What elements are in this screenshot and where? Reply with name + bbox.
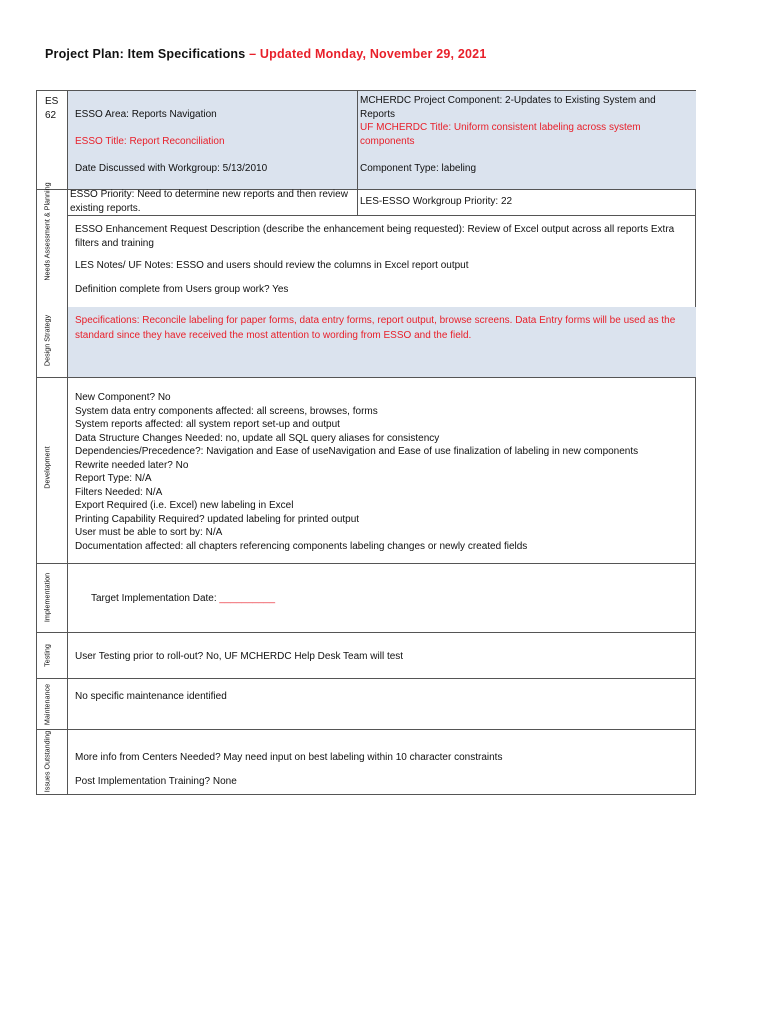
list-item: User must be able to sort by: N/A xyxy=(75,527,223,538)
row-divider xyxy=(37,678,695,679)
row-divider xyxy=(67,215,695,216)
section-label-implementation: Implementation xyxy=(42,572,52,623)
list-item: Filters Needed: N/A xyxy=(75,486,163,498)
es-id-label: ES xyxy=(45,96,59,107)
esso-area: ESSO Area: Reports Navigation xyxy=(75,109,217,120)
maintenance-text: No specific maintenance identified xyxy=(75,691,227,702)
list-item: Report Type: N/A xyxy=(75,473,152,484)
spec-table xyxy=(36,90,696,795)
list-item: System reports affected: all system report set-up and output xyxy=(75,419,340,430)
target-date-label: Target Implementation Date: xyxy=(91,593,220,604)
page-title xyxy=(45,47,486,61)
row-divider xyxy=(37,563,695,564)
row-divider xyxy=(37,632,695,633)
centers-info-needed: More info from Centers Needed? May need input on best labeling within 10 character constraints xyxy=(75,752,503,763)
component-type: Component Type: labeling xyxy=(360,163,477,174)
enhancement-request: ESSO Enhancement Request Description (describe the enhancement being requested): Review of Excel output across all reports Extra filters and training xyxy=(75,224,675,249)
list-item: Rewrite needed later? No xyxy=(75,459,189,471)
header-column-divider xyxy=(357,91,358,215)
section-label-issues: Issues Outstanding xyxy=(42,730,52,793)
specifications: Specifications: Reconcile labeling for paper forms, data entry forms, report output, browse screens. Data Entry forms will be used as the standard since they have received the most attention to wording from ESSO and the field. xyxy=(75,315,676,341)
row-divider xyxy=(37,377,695,378)
title-updated-date: Updated Monday, November 29, 2021 xyxy=(259,47,487,61)
post-implementation-training: Post Implementation Training? None xyxy=(75,776,237,787)
les-esso-workgroup-priority: LES-ESSO Workgroup Priority: 22 xyxy=(360,196,513,207)
section-label-design: Design Strategy xyxy=(42,314,52,367)
list-item: Printing Capability Required? updated labeling for printed output xyxy=(75,513,360,525)
title-separator: – xyxy=(245,47,260,61)
user-testing: User Testing prior to roll-out? No, UF MCHERDC Help Desk Team will test xyxy=(75,651,404,662)
development-details xyxy=(75,391,638,553)
section-label-needs: Needs Assessment & Planning xyxy=(42,182,52,281)
target-implementation-date xyxy=(91,592,275,606)
mcherdc-project-component: MCHERDC Project Component: 2-Updates to Existing System and Reports xyxy=(360,95,656,120)
es-id-number: 62 xyxy=(45,110,57,121)
uf-mcherdc-title: UF MCHERDC Title: Uniform consistent labeling across system components xyxy=(360,122,641,147)
list-item: Documentation affected: all chapters referencing components labeling changes or newly created fields xyxy=(75,540,528,552)
row-divider xyxy=(37,729,695,730)
list-item: Data Structure Changes Needed: no, update all SQL query aliases for consistency xyxy=(75,432,440,444)
section-label-maintenance: Maintenance xyxy=(42,683,52,726)
label-column-divider xyxy=(67,91,68,794)
date-discussed: Date Discussed with Workgroup: 5/13/2010 xyxy=(75,163,268,174)
section-label-development: Development xyxy=(42,446,52,489)
target-date-blank: __________ xyxy=(219,593,276,604)
list-item: System data entry components affected: all screens, browses, forms xyxy=(75,405,378,417)
definition-complete: Definition complete from Users group work? Yes xyxy=(75,284,289,295)
les-uf-notes: LES Notes/ UF Notes: ESSO and users should review the columns in Excel report output xyxy=(75,260,469,271)
esso-priority: ESSO Priority: Need to determine new reports and then review existing reports. xyxy=(70,189,348,214)
list-item: Export Required (i.e. Excel) new labeling in Excel xyxy=(75,500,294,511)
esso-title: ESSO Title: Report Reconciliation xyxy=(75,136,225,147)
title-prefix: Project Plan: Item Specifications xyxy=(45,47,246,61)
list-item: New Component? No xyxy=(75,392,171,403)
list-item: Dependencies/Precedence?: Navigation and Ease of useNavigation and Ease of use finalization of labeling in new components xyxy=(75,446,639,457)
section-label-testing: Testing xyxy=(42,644,52,667)
